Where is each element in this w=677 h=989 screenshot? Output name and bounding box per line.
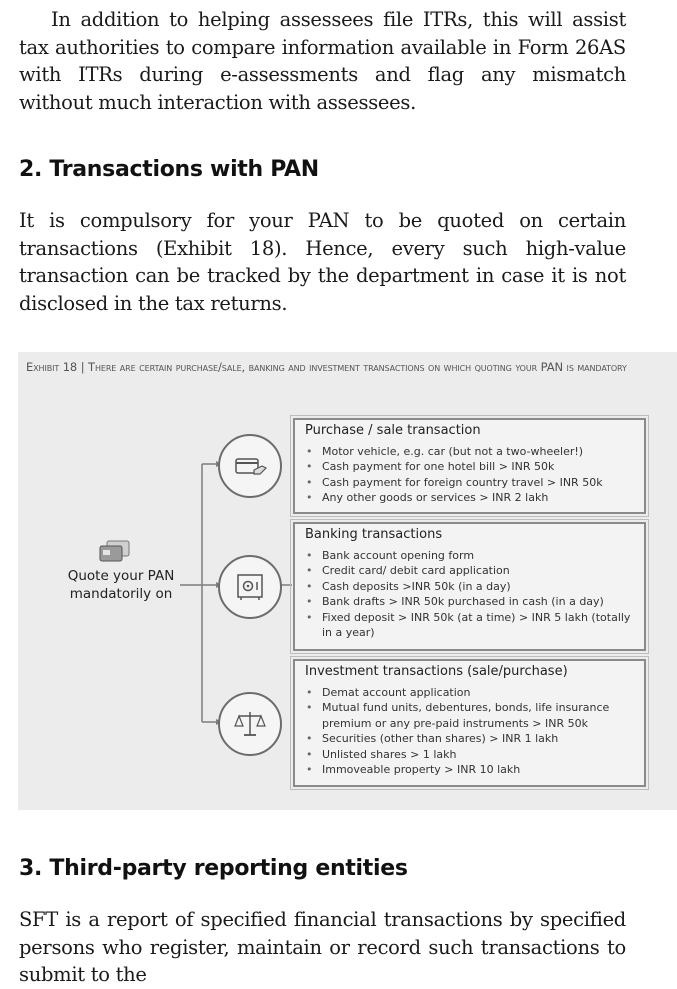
section-3-paragraph: SFT is a report of specified financial transactions by specified persons who register, maintain or record such transactions to submit to the [19, 908, 626, 986]
investment-list [303, 685, 639, 777]
section-2-heading: 2. Transactions with PAN [19, 157, 319, 182]
list-item: • Securities (other than shares) > INR 1 lakh [303, 731, 639, 746]
intro-paragraph: In addition to helping assessees file ITRs, this will assist tax authorities to compare information available in Form 26AS with ITRs during e-assessments and flag any mismatch without much interaction with assessees. [19, 8, 626, 114]
pan-card-icon [98, 540, 134, 568]
list-item: • Cash payment for foreign country travel > INR 50k [303, 475, 639, 490]
list-item: • Unlisted shares > 1 lakh [303, 747, 639, 762]
purchase-sale-title: Purchase / sale transaction [305, 423, 481, 438]
purchase-icon-circle [218, 434, 282, 498]
exhibit-18-figure [18, 352, 677, 810]
list-item: • Mutual fund units, debentures, bonds, life insurance premium or any pre-paid instruments > INR 50k [303, 700, 639, 731]
investment-icon-circle [218, 692, 282, 756]
section-3-heading: 3. Third-party reporting entities [19, 856, 408, 881]
banking-box [293, 522, 646, 651]
list-item: • Fixed deposit > INR 50k (at a time) > INR 5 lakh (totally in a year) [303, 610, 639, 641]
quote-pan-label: Quote your PAN mandatorily on [67, 568, 175, 602]
investment-title: Investment transactions (sale/purchase) [305, 664, 568, 679]
exhibit-caption: Exhibit 18 | There are certain purchase/sale, banking and investment transactions on which quoting your PAN is mandatory [26, 360, 627, 374]
list-item: • Bank account opening form [303, 548, 639, 563]
banking-icon-circle [218, 555, 282, 619]
list-item: • Cash deposits >INR 50k (in a day) [303, 579, 639, 594]
banking-list [303, 548, 639, 640]
section-2-paragraph: It is compulsory for your PAN to be quoted on certain transactions (Exhibit 18). Hence, every such high-value transaction can be tracked by the department in case it is not disclosed in the tax returns. [19, 209, 626, 315]
list-item: • Credit card/ debit card application [303, 563, 639, 578]
list-item: • Bank drafts > INR 50k purchased in cash (in a day) [303, 594, 639, 609]
list-item: • Demat account application [303, 685, 639, 700]
list-item: • Motor vehicle, e.g. car (but not a two-wheeler!) [303, 444, 639, 459]
list-item: • Any other goods or services > INR 2 lakh [303, 490, 639, 505]
list-item: • Cash payment for one hotel bill > INR 50k [303, 459, 639, 474]
banking-title: Banking transactions [305, 527, 443, 542]
purchase-sale-box [293, 418, 646, 514]
investment-box [293, 659, 646, 787]
purchase-sale-list [303, 444, 639, 506]
list-item: • Immoveable property > INR 10 lakh [303, 762, 639, 777]
